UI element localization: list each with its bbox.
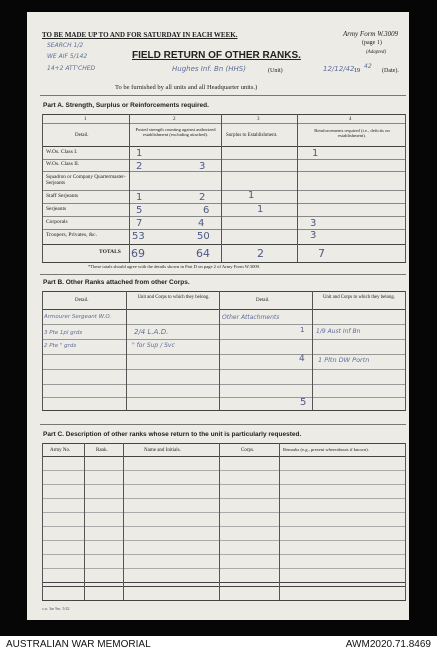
adapted-note: (Adapted) — [366, 50, 386, 55]
totals-label: TOTALS — [99, 249, 121, 255]
furnish-note: To be furnished by all units and all Headquarter units.) — [115, 84, 258, 91]
part-a-detail: Corporals — [46, 219, 68, 225]
instruction-text: TO BE MADE UP TO AND FOR SATURDAY IN EACH WEEK. — [42, 31, 238, 39]
part-a-col-number-3: 3 — [257, 117, 260, 122]
part-c-col-header-army-no: Army No. — [50, 448, 71, 453]
part-c-col-header-rank: Rank. — [96, 448, 108, 453]
part-c-heading: Part C. Description of other ranks whose return to the unit is particularly requested. — [43, 431, 302, 438]
handwritten-date: 12/12/42 — [323, 65, 355, 73]
total-column-3: 2 — [257, 247, 264, 260]
part-b-unit-2: 1 Pltn DW Portn — [318, 356, 370, 364]
page-note: (page 1) — [362, 40, 382, 46]
part-a-col-number-1: 1 — [84, 117, 87, 122]
date-label: (Date). — [382, 68, 399, 74]
part-b-total: 5 — [300, 397, 307, 408]
part-b-col-header-detail-2: Detail. — [256, 298, 270, 303]
part-a-detail: Troopers, Privates, &c. — [46, 232, 97, 238]
form-reference: Army Form W.3009 — [343, 30, 399, 38]
part-a-detail: W.Os. Class I. — [46, 149, 78, 155]
part-a-detail: Staff Serjeants — [46, 193, 79, 199]
part-b-heading: Part B. Other Ranks attached from other Corps. — [43, 279, 190, 286]
header-divider — [40, 95, 406, 96]
part-b-col-header-unit-2: Unit and Corps to which they belong. — [322, 295, 396, 300]
part-c-col-header-name: Name and Initials. — [144, 448, 181, 453]
surplus-value: 4 — [198, 218, 205, 229]
reinforcement-value: 3 — [310, 230, 317, 241]
part-b-number: 4 — [299, 354, 305, 364]
part-a-col-header-surplus: Surplus to Establishment. — [226, 133, 278, 138]
part-a-col-header-reinforcements: Reinforcements required (i.e., deficits on establishment). — [314, 128, 390, 139]
year-prefix: 19 — [354, 68, 360, 74]
part-b-detail-1: 2 Pte " grds — [44, 343, 77, 349]
handwritten-note-2: WE AIF 5/142 — [47, 53, 88, 60]
strength-value: 7 — [136, 218, 143, 229]
surplus-value: 2 — [199, 192, 206, 203]
footer-institution: AUSTRALIAN WAR MEMORIAL — [6, 639, 151, 650]
reinforcement-value: 1 — [248, 190, 255, 201]
total-strength: 69 — [131, 247, 145, 260]
strength-value: 2 — [136, 161, 143, 172]
part-b-detail-1: Armourer Sergeant W.O. — [44, 314, 112, 320]
strength-value: 1 — [136, 192, 143, 203]
handwritten-unit: Hughes Inf. Bn (HHS) — [172, 65, 246, 73]
part-a-col-header-detail: Detail. — [75, 133, 89, 138]
footer-accession: AWM2020.71.8469 — [345, 639, 431, 650]
handwritten-year: 42 — [364, 63, 372, 70]
part-b-col-header-unit-1: Unit and Corps to which they belong. — [137, 295, 210, 300]
part-c-top-rule — [40, 424, 406, 425]
strength-value: 53 — [132, 231, 145, 242]
part-b-detail-1: 3 Pte 1pl grds — [44, 330, 83, 336]
strength-value: 5 — [136, 205, 143, 216]
total-reinforcements: 7 — [318, 247, 325, 260]
part-b-unit-1: " for Sup / Svc — [132, 342, 175, 349]
part-a-detail: W.Os. Class II. — [46, 161, 80, 167]
part-c-col-header-corps: Corps. — [241, 448, 255, 453]
part-a-detail: Serjeants — [46, 206, 67, 212]
totals-footnote: *These totals should agree with the details shown in Part D on page 2 of Army Form W.3009. — [88, 264, 261, 269]
unit-label: (Unit) — [268, 68, 283, 74]
handwritten-note-3: 14+2 ATT'CHED — [47, 65, 96, 72]
part-a-col-header-strength: Posted strength counting against authorized establishment (excluding attached). — [135, 127, 216, 138]
part-b-number: 1 — [300, 326, 305, 334]
strength-value: 1 — [136, 148, 143, 159]
surplus-value: 50 — [197, 231, 210, 242]
part-a-col-number-4: 4 — [349, 117, 352, 122]
part-b-unit-1: 2/4 L.A.D. — [134, 328, 169, 336]
part-a-detail: Squadron or Company Quartermaster-Serjeants — [46, 174, 126, 187]
total-surplus: 64 — [196, 247, 210, 260]
reinforcement-value: 1 — [312, 148, 319, 159]
part-b-unit-2: 1/9 Aust Inf Bn — [316, 328, 361, 335]
surplus-value: 6 — [203, 205, 210, 216]
form-title: FIELD RETURN OF OTHER RANKS. — [132, 50, 301, 61]
part-c-col-header-remarks: Remarks (e.g., present whereabouts if known). — [283, 447, 369, 452]
handwritten-note-1: SEARCH 1/2 — [47, 42, 84, 49]
part-a-heading: Part A. Strength, Surplus or Reinforcements required. — [43, 102, 209, 109]
reinforcement-value: 3 — [310, 218, 317, 229]
printer-note: s.w. 3m 9m. 5/42 — [42, 606, 70, 611]
surplus-value: 3 — [199, 161, 206, 172]
part-b-top-rule — [40, 274, 406, 275]
part-b-col-header-detail-1: Detail. — [75, 298, 89, 303]
part-b-detail-2: Other Attachments — [222, 314, 280, 321]
reinforcement-value: 1 — [257, 204, 264, 215]
part-a-col-number-2: 2 — [173, 117, 176, 122]
